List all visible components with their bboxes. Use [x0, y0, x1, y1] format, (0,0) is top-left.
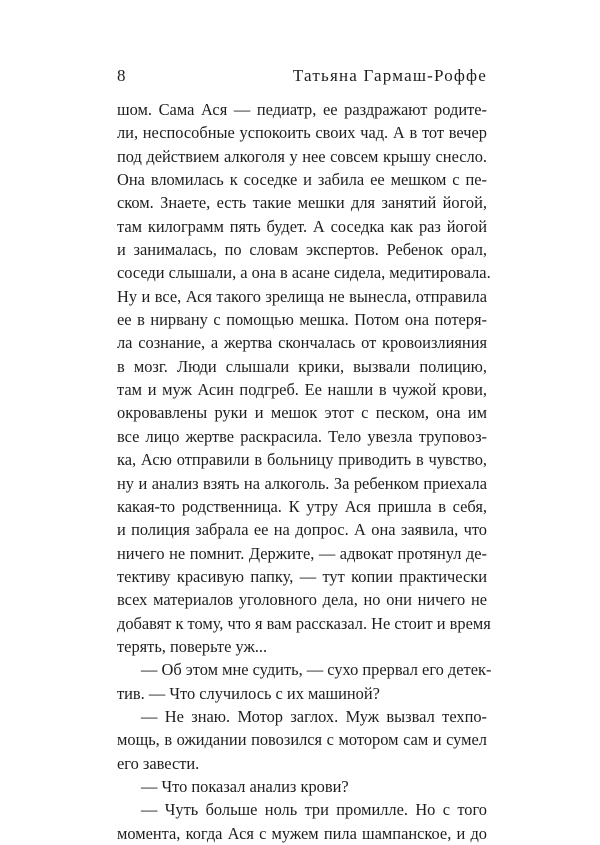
- text-line: момента, когда Ася с мужем пила шампанское, и до: [117, 823, 487, 843]
- text-line: ее в нирвану с помощью мешка. Потом она потеря-: [117, 310, 487, 330]
- text-line: Ну и все, Ася такого зрелища не вынесла, отправила: [117, 286, 487, 306]
- text-line: — Что показал анализ крови?: [141, 776, 349, 796]
- text-line: тив. — Что случилось с их машиной?: [117, 683, 380, 703]
- text-line: ка, Асю отправили в больницу приводить в чувство,: [117, 450, 487, 470]
- text-line: ли, неспособные успокоить своих чад. А в тот вечер: [117, 123, 487, 143]
- text-line: какая-то родственница. К утру Ася пришла в себя,: [117, 496, 487, 516]
- text-line: ничего не помнит. Держите, — адвокат протянул де-: [117, 543, 487, 563]
- text-line: всех материалов уголовного дела, но они ничего не: [117, 590, 487, 610]
- text-line: тективу красивую папку, — тут копии практически: [117, 566, 487, 586]
- text-line: все лицо жертве раскрасила. Тело увезла труповоз-: [117, 426, 487, 446]
- text-line: терять, поверьте уж...: [117, 636, 268, 656]
- text-line: там килограмм пять будет. А соседка как раз йогой: [117, 216, 487, 236]
- running-title: Татьяна Гармаш-Роффе: [292, 66, 487, 85]
- text-line: ла сознание, а жертва скончалась от кровоизлияния: [117, 333, 487, 353]
- page-number: 8: [117, 66, 126, 85]
- text-line: — Чуть больше ноль три промилле. Но с того: [141, 800, 487, 820]
- body-text: [117, 98, 492, 845]
- text-line: шом. Сама Ася — педиатр, ее раздражают родите-: [117, 100, 487, 119]
- text-line: и полиция забрала ее на допрос. А она заявила, что: [117, 520, 487, 540]
- text-line: — Не знаю. Мотор заглох. Муж вызвал техпо-: [141, 706, 487, 726]
- text-line: соседи слышали, а она в асане сидела, медитировала.: [117, 263, 491, 283]
- text-line: добавят к тому, что я вам рассказал. Не стоит и время: [117, 613, 491, 633]
- text-line: и занималась, по словам экспертов. Ребенок орал,: [117, 240, 487, 260]
- text-line: ну и анализ взять на алкоголь. За ребенком приехала: [117, 473, 487, 493]
- text-line: ском. Знаете, есть такие мешки для занятий йогой,: [117, 193, 487, 213]
- text-line: его завести.: [117, 753, 200, 773]
- text-line: Она вломилась к соседке и забила ее мешком с пе-: [117, 170, 487, 190]
- text-line: в мозг. Люди слышали крики, вызвали полицию,: [117, 356, 487, 376]
- text-line: там и муж Асин подгреб. Ее нашли в чужой крови,: [117, 380, 487, 400]
- text-line: окровавлены руки и мешок этот с песком, она им: [117, 403, 487, 423]
- text-line: мощь, в ожидании повозился с мотором сам и сумел: [117, 730, 487, 750]
- text-line: под действием алкоголя у нее совсем крышу снесло.: [117, 146, 487, 166]
- text-line: — Об этом мне судить, — сухо прервал его детек-: [141, 660, 492, 680]
